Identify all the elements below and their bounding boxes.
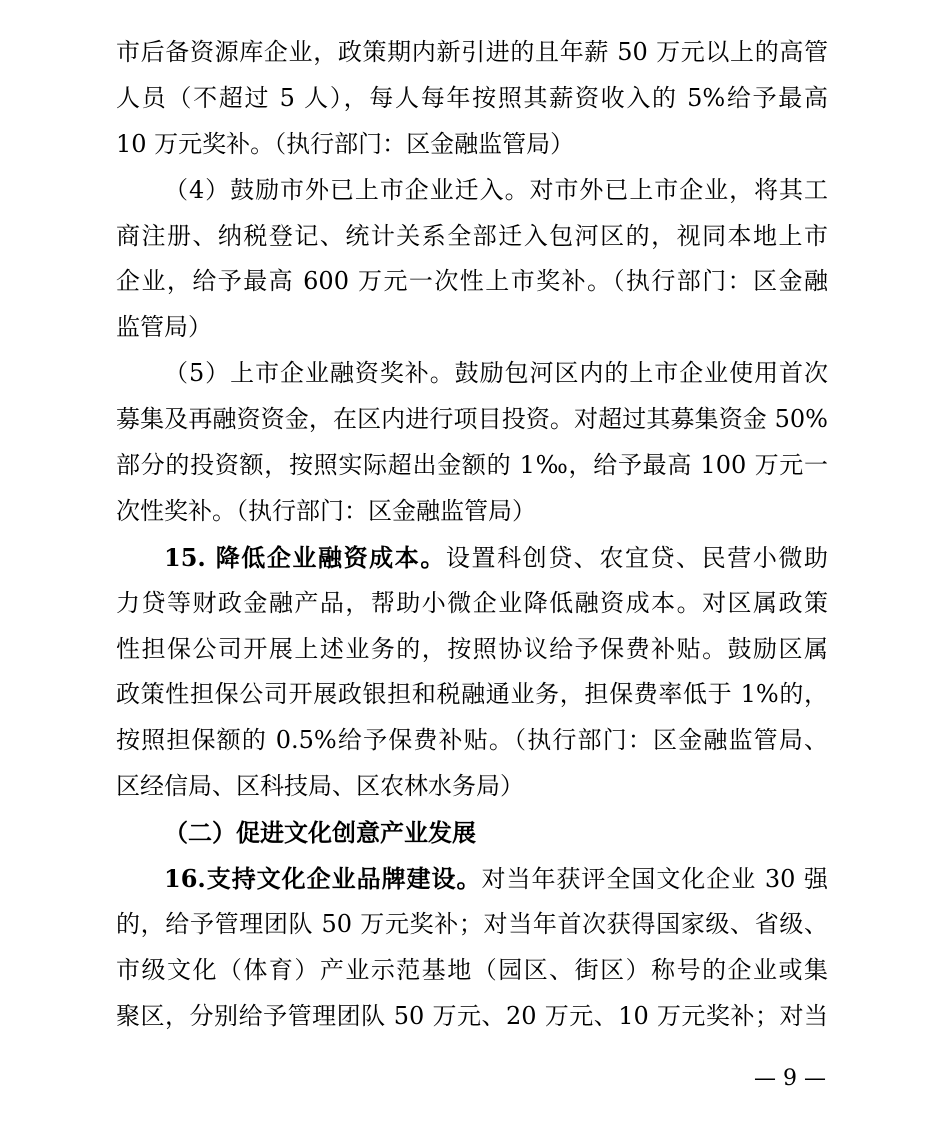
paragraph-5-line-2: 募集及再融资资金，在区内进行项目投资。对超过其募集资金 50%: [116, 405, 828, 434]
item-16-line-1: [116, 856, 828, 902]
item-15-text: 设置科创贷、农宜贷、民营小微助: [445, 543, 828, 572]
item-16-line-4: 聚区，分别给予管理团队 50 万元、20 万元、10 万元奖补；对当: [116, 1001, 828, 1030]
section-heading-culture: （二）促进文化创意产业发展: [164, 818, 476, 848]
item-15-line-4: 政策性担保公司开展政银担和税融通业务，担保费率低于 1%的，: [116, 680, 828, 709]
text-line-2: 人员（不超过 5 人），每人每年按照其薪资收入的 5%给予最高: [116, 83, 828, 112]
item-15-line-6: 区经信局、区科技局、区农林水务局）: [116, 772, 524, 801]
item-15-line-3: 性担保公司开展上述业务的，按照协议给予保费补贴。鼓励区属: [116, 634, 828, 663]
text-line-3: 10 万元奖补。（执行部门：区金融监管局）: [116, 129, 575, 158]
paragraph-4-line-2: 商注册、纳税登记、统计关系全部迁入包河区的，视同本地上市: [116, 221, 828, 250]
item-15-line-2: 力贷等财政金融产品，帮助小微企业降低融资成本。对区属政策: [116, 588, 828, 617]
item-16-text: 对当年获评全国文化企业 30 强: [481, 865, 828, 894]
paragraph-5-line-1: （5）上市企业融资奖补。鼓励包河区内的上市企业使用首次: [164, 359, 828, 388]
paragraph-4-line-3: 企业，给予最高 600 万元一次性上市奖补。（执行部门：区金融: [116, 267, 828, 296]
document-body: [116, 30, 828, 1040]
item-16-line-3: 市级文化（体育）产业示范基地（园区、街区）称号的企业或集: [116, 955, 828, 984]
text-line-1: 市后备资源库企业，政策期内新引进的且年薪 50 万元以上的高管: [116, 38, 828, 66]
item-16-heading: 16.支持文化企业品牌建设。: [164, 864, 482, 894]
paragraph-5-line-3: 部分的投资额，按照实际超出金额的 1‰，给予最高 100 万元一: [116, 451, 828, 480]
paragraph-4-line-1: （4）鼓励市外已上市企业迁入。对市外已上市企业，将其工: [164, 175, 828, 204]
page-number: — 9 —: [754, 1066, 826, 1091]
item-15-line-1: [116, 535, 828, 581]
paragraph-5-line-4: 次性奖补。（执行部门：区金融监管局）: [116, 496, 536, 525]
item-15-line-5: 按照担保额的 0.5%给予保费补贴。（执行部门：区金融监管局、: [116, 726, 828, 755]
item-15-heading: 15. 降低企业融资成本。: [164, 542, 446, 572]
paragraph-4-line-4: 监管局）: [116, 313, 212, 342]
item-16-line-2: 的，给予管理团队 50 万元奖补；对当年首次获得国家级、省级、: [116, 909, 828, 938]
